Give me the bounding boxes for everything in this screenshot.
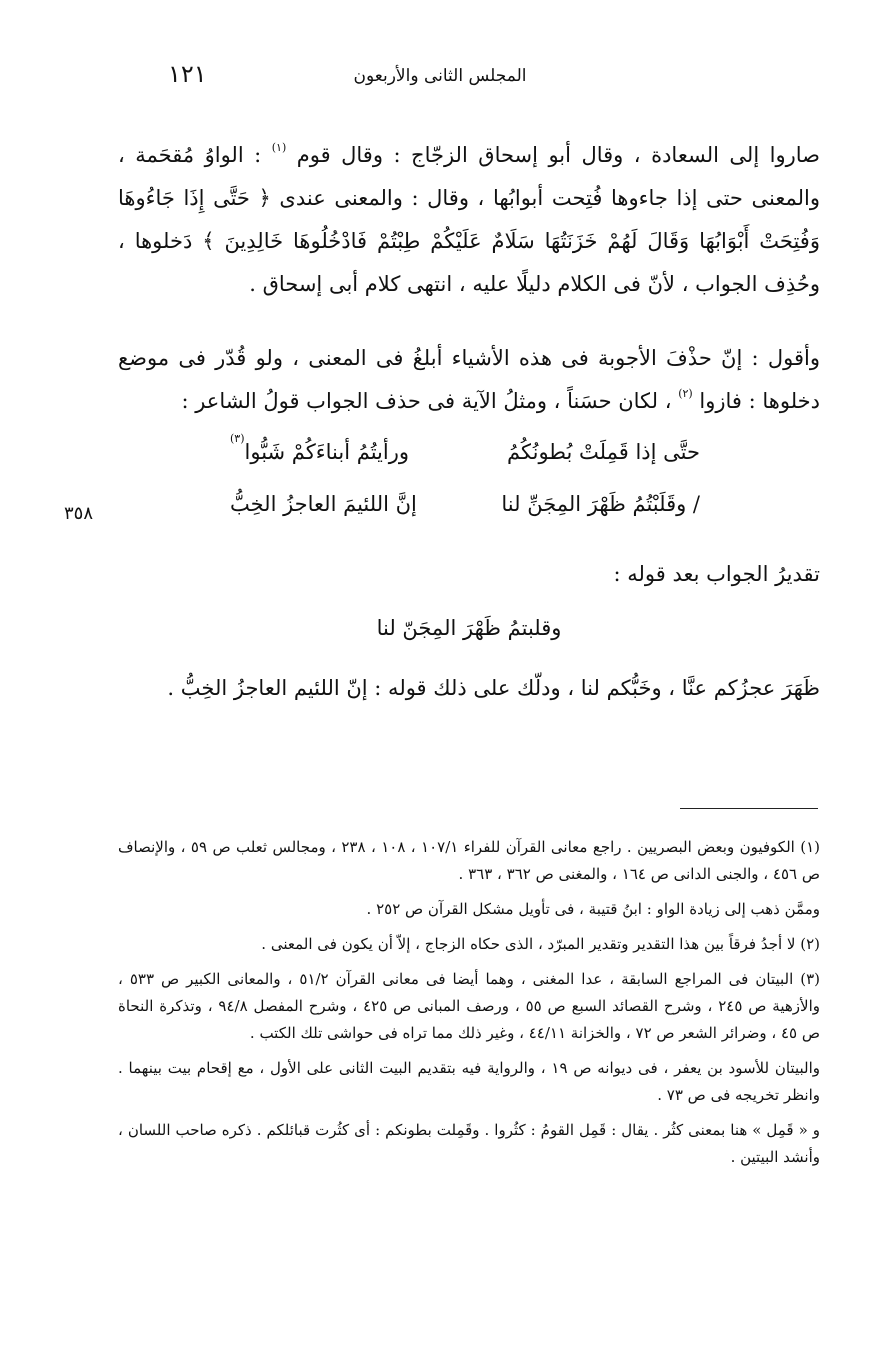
quoted-hemistich: وقلبتمُ ظَهْرَ المِجَنّ لنا (376, 616, 562, 640)
paragraph-2-text-a: وأقول : إنّ حذْفَ الأجوبة فى هذه الأشياء أبلغُ فى المعنى ، ولو قُدّر فى موضع دخلوها : فازوا (118, 346, 820, 413)
footnote-ref-1: (١) (271, 141, 287, 154)
footnote-1: (١) الكوفيون وبعض البصريين . راجع معانى القرآن للفراء ١٠٧/١ ، ١٠٨ ، ٢٣٨ ، ومجالس ثعلب ص ٥٩ ، والإنصاف ص ٤٥٦ ، والجنى الدانى ص ١٦٤ ، والمغنى ص ٣٦٢ ، ٣٦٣ . (118, 838, 820, 883)
margin-page-number: ٣٥٨ (64, 503, 94, 524)
verse-1-first-hemistich: حتَّى إذا قَمِلَتْ بُطونُكُمُ (507, 440, 700, 464)
footnote-3-gloss: و « قَمِل » هنا بمعنى كثُر . يقال : قَمِل القومُ : كثُروا . وقَمِلت بطونكم : أى كثُرت قبائلكم . ذكره صاحب اللسان ، وأنشد البيتين . (118, 1121, 820, 1166)
footnote-3-continued: والبيتان للأسود بن يعفر ، فى ديوانه ص ١٩ ، والرواية فيه بتقديم البيت الثانى على الأول ، مع إقحام بيت بينهما . وانظر تخريجه فى ص ٧٣ . (118, 1059, 820, 1104)
paragraph-2-text-b: ، لكان حسَناً ، ومثلُ الآية فى حذف الجواب قولُ الشاعر : (181, 389, 672, 413)
footnote-1-continued: وممَّن ذهب إلى زيادة الواو : ابنُ قتيبة ، فى تأويل مشكل القرآن ص ٢٥٢ . (366, 900, 820, 918)
verse-2-second-hemistich: إنَّ اللئيمَ العاجزُ الخِبُّ (230, 492, 417, 516)
paragraph-1 (118, 134, 820, 306)
footnote-ref-3: (٣) (230, 432, 245, 445)
paragraph-4-text: ظَهَرَ عجزُكم عنَّا ، وخَبُّكم لنا ، ودلّك على ذلك قوله : إنّ اللئيم العاجزُ الخِبُّ . (167, 676, 820, 700)
verse-2-first-hemistich: / وقَلَبْتُمُ ظَهْرَ المِجَنِّ لنا (501, 492, 700, 516)
paragraph-2 (118, 337, 820, 423)
running-header-title: المجلس الثانى والأربعون (353, 66, 527, 86)
verse-1-second-hemistich (230, 432, 410, 464)
verse-1-second-text: ورأيتُمُ أبناءَكُمْ شَبُّوا (244, 440, 410, 464)
verse-line-1 (230, 432, 700, 480)
paragraph-4 (118, 667, 820, 710)
footnote-divider (680, 808, 818, 809)
page-number: ١٢١ (168, 60, 207, 88)
paragraph-1-text-b: : الواوُ مُقحَمة ، والمعنى حتى إذا جاءوها فُتِحت أبوابُها ، وقال : والمعنى عندى ﴿ حَتَّى إِذَا جَاءُوهَا وَفُتِحَتْ أَبْوَابُهَا وَقَالَ لَهُمْ خَزَنَتُهَا سَلَامٌ عَلَيْكُمْ طِبْتُمْ فَادْخُلُوهَا خَالِدِينَ ﴾ دَخلوها ، وحُذِف الجواب ، لأنّ فى الكلام دليلًا عليه ، انتهى كلام أبى إسحاق . (118, 143, 820, 296)
paragraph-3 (118, 553, 820, 596)
footnote-ref-2: (٢) (678, 387, 693, 400)
verse-line-2 (230, 492, 700, 532)
footnotes (118, 834, 820, 1179)
footnote-2: (٢) لا أجدُ فرقاً بين هذا التقدير وتقدير المبرّد ، الذى حكاه الزجاج ، إلاّ أن يكون فى المعنى . (261, 935, 820, 953)
paragraph-3-text: تقديرُ الجواب بعد قوله : (613, 562, 820, 586)
footnote-3: (٣) البيتان فى المراجع السابقة ، عدا المغنى ، وهما أيضا فى معانى القرآن ٥١/٢ ، والمعانى الكبير ص ٥٣٣ ، والأزهية ص ٢٤٥ ، وشرح القصائد السبع ص ٥٥ ، ورصف المبانى ص ٤٢٥ ، وشرح المفصل ٩٤/٨ ، وتذكرة النحاة ص ٤٥ ، وضرائر الشعر ص ٧٢ ، والخزانة ٤٤/١١ ، وغير ذلك مما تراه فى حواشى تلك الكتب . (118, 970, 820, 1042)
paragraph-1-text-a: صاروا إلى السعادة ، وقال أبو إسحاق الزجّاج : وقال قوم (296, 143, 820, 167)
